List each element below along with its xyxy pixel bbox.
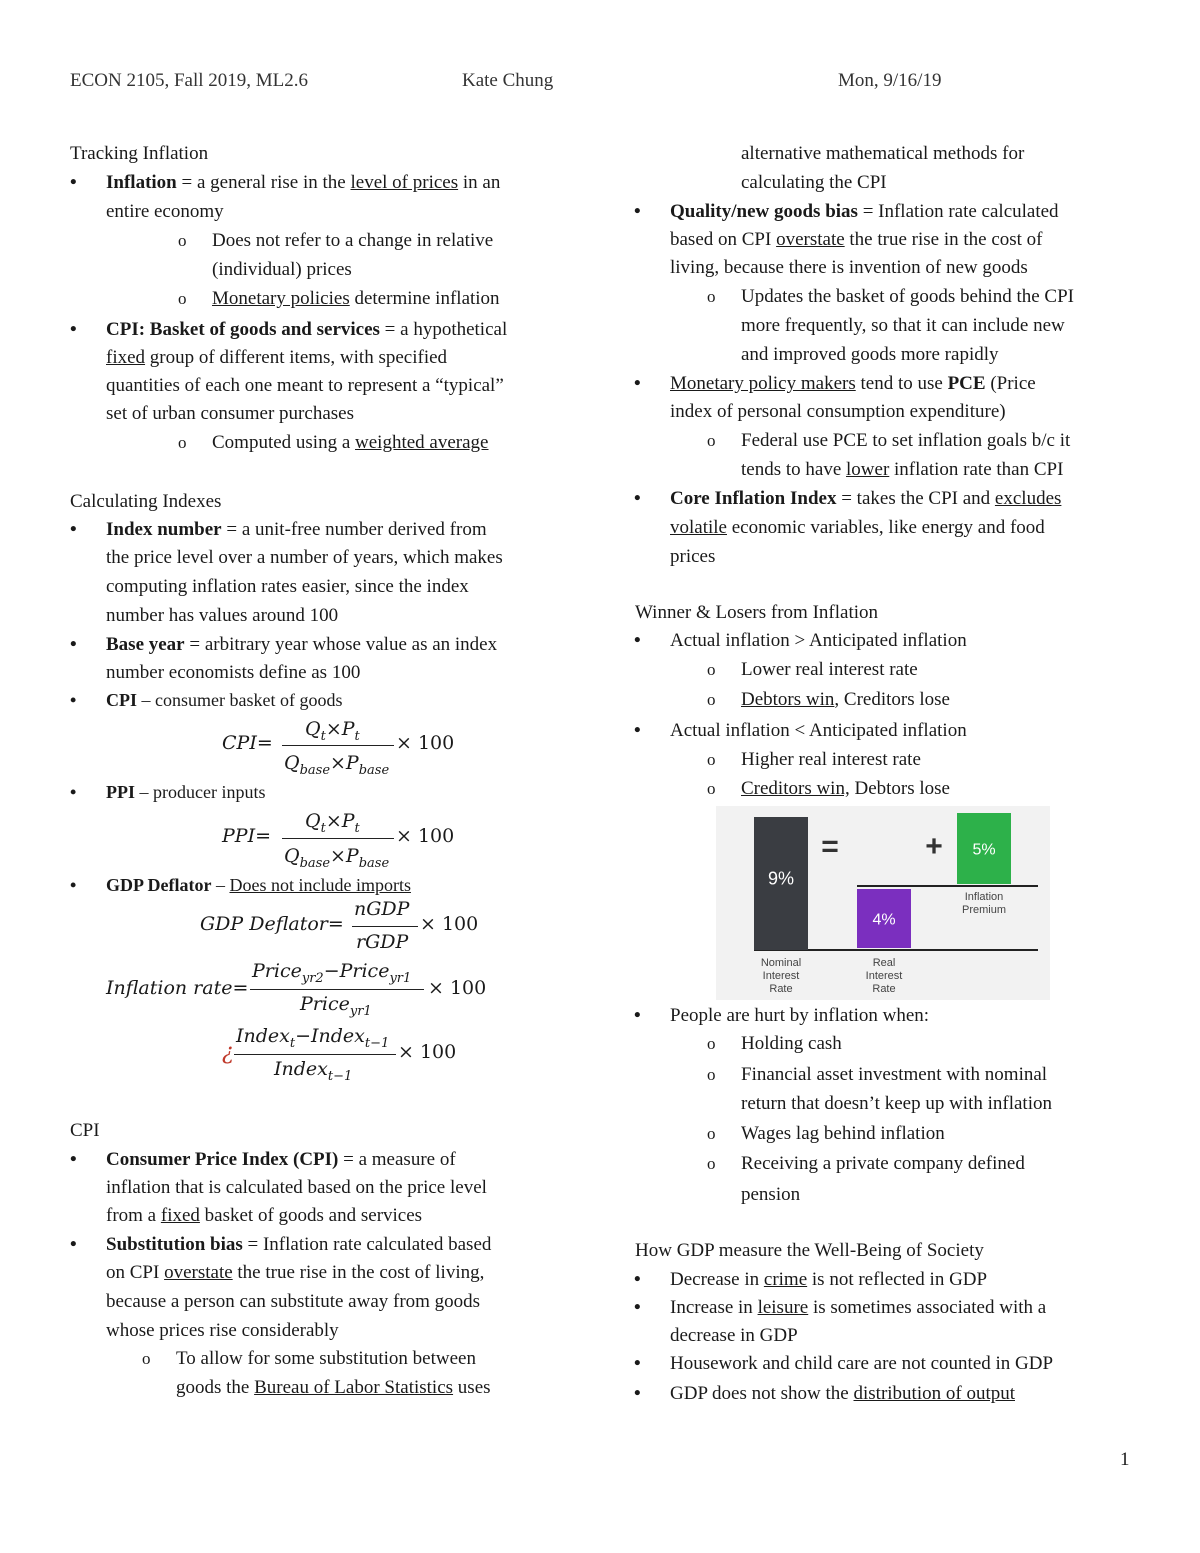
sub-item: o Monetary policies determine inflation: [212, 285, 500, 313]
list-item-cont: number has values around 100: [106, 605, 339, 626]
interest-rate-chart: [716, 806, 1050, 1000]
equals-sign: =: [821, 830, 839, 863]
list-item-cont: whose prices rise considerably: [106, 1320, 339, 1341]
list-item: • Increase in leisure is sometimes associated with a: [670, 1294, 1046, 1322]
sub-item-cont: (individual) prices: [212, 259, 352, 280]
header-date: Mon, 9/16/19: [838, 70, 942, 91]
list-item-cont: living, because there is invention of new goods: [670, 257, 1028, 278]
list-item-cont: decrease in GDP: [670, 1325, 798, 1346]
sub-item: o Debtors win, Creditors lose: [741, 686, 950, 714]
list-item: • Monetary policy makers tend to use PCE (Price: [670, 370, 1036, 398]
category-label: Inflation: [964, 891, 1004, 903]
list-item: • Decrease in crime is not reflected in GDP: [670, 1266, 987, 1294]
list-item: • People are hurt by inflation when:: [670, 1002, 929, 1030]
sub-item-cont: tends to have lower inflation rate than CPI: [741, 459, 1064, 480]
category-label: Premium: [961, 904, 1007, 916]
sub-item: o Holding cash: [741, 1030, 842, 1058]
section-calculating-indexes: Calculating Indexes: [70, 491, 222, 512]
category-label: Interest: [762, 970, 800, 982]
sub-item: o Wages lag behind inflation: [741, 1120, 945, 1148]
sub-item: o Receiving a private company defined: [741, 1150, 1025, 1178]
list-item: • Quality/new goods bias = Inflation rate calculated: [670, 198, 1059, 226]
list-item: • Substitution bias = Inflation rate calculated based: [106, 1231, 491, 1259]
list-item-cont: quantities of each one meant to represent a “typical”: [106, 375, 504, 396]
category-label: Real: [872, 957, 896, 969]
header-course: ECON 2105, Fall 2019, ML2.6: [70, 70, 309, 91]
list-item-cont: from a fixed basket of goods and services: [106, 1205, 423, 1226]
sub-item-cont: alternative mathematical methods for: [741, 143, 1025, 164]
list-item: • CPI – consumer basket of goods: [106, 686, 342, 714]
list-item: • GDP does not show the distribution of output: [670, 1380, 1015, 1408]
list-item: • Core Inflation Index = takes the CPI and excludes: [670, 485, 1061, 513]
sub-item: o Does not refer to a change in relative: [212, 227, 493, 255]
list-item: • GDP Deflator – Does not include imports: [106, 871, 411, 899]
list-item-cont: on CPI overstate the true rise in the cost of living,: [106, 1262, 485, 1283]
sub-item: o Financial asset investment with nominal: [741, 1061, 1047, 1089]
list-item-cont: set of urban consumer purchases: [106, 403, 354, 424]
sub-item-cont: calculating the CPI: [741, 172, 887, 193]
list-item-cont: because a person can substitute away from goods: [106, 1291, 481, 1312]
list-item: • Actual inflation > Anticipated inflation: [670, 627, 967, 655]
list-item: • Housework and child care are not counted in GDP: [670, 1350, 1053, 1378]
list-item-cont: computing inflation rates easier, since the index: [106, 576, 469, 597]
list-item: • Inflation = a general rise in the level of prices in an: [106, 169, 500, 197]
plus-sign: +: [925, 830, 943, 863]
list-item: • Base year = arbitrary year whose value as an index: [106, 631, 497, 659]
list-item: • Actual inflation < Anticipated inflation: [670, 717, 967, 745]
section-winners-losers: Winner & Losers from Inflation: [635, 602, 879, 623]
sub-item-cont: return that doesn’t keep up with inflation: [741, 1093, 1052, 1114]
bar-label-inflation-premium: 5%: [972, 841, 996, 859]
sub-item: o Federal use PCE to set inflation goals b/c it: [741, 427, 1070, 455]
sub-item: o To allow for some substitution between: [176, 1345, 476, 1373]
sub-item-cont: and improved goods more rapidly: [741, 344, 999, 365]
list-item-cont: entire economy: [106, 201, 224, 222]
list-item: • Index number = a unit-free number derived from: [106, 516, 487, 544]
section-cpi: CPI: [70, 1120, 100, 1141]
sub-item-cont: pension: [741, 1184, 801, 1205]
list-item-cont: number economists define as 100: [106, 662, 361, 683]
page-number: 1: [1120, 1449, 1130, 1470]
category-label: Rate: [872, 983, 896, 995]
category-label: Rate: [769, 983, 793, 995]
bar-label-nominal: 9%: [767, 868, 795, 889]
section-gdp-wellbeing: How GDP measure the Well-Being of Society: [635, 1240, 984, 1261]
sub-item: o Higher real interest rate: [741, 746, 921, 774]
sub-item-cont: more frequently, so that it can include new: [741, 315, 1065, 336]
list-item-cont: fixed group of different items, with specified: [106, 347, 448, 368]
bar-label-real: 4%: [872, 911, 896, 929]
section-tracking-inflation: Tracking Inflation: [70, 143, 209, 164]
sub-item: o Lower real interest rate: [741, 656, 918, 684]
sub-item-cont: goods the Bureau of Labor Statistics uses: [176, 1377, 491, 1398]
sub-item: o Creditors win, Debtors lose: [741, 775, 950, 803]
list-item-cont: index of personal consumption expenditure): [670, 401, 1006, 422]
list-item: • PPI – producer inputs: [106, 778, 265, 806]
list-item: • Consumer Price Index (CPI) = a measure of: [106, 1146, 456, 1174]
sub-item: o Updates the basket of goods behind the CPI: [741, 283, 1074, 311]
list-item: • CPI: Basket of goods and services = a hypothetical: [106, 316, 507, 344]
sub-item: o Computed using a weighted average: [212, 429, 489, 457]
category-label: Interest: [865, 970, 903, 982]
header-author: Kate Chung: [462, 70, 554, 91]
list-item-cont: inflation that is calculated based on the price level: [106, 1177, 487, 1198]
list-item-cont: based on CPI overstate the true rise in the cost of: [670, 229, 1043, 250]
list-item-cont: volatile economic variables, like energy and food: [670, 517, 1045, 538]
list-item-cont: prices: [670, 546, 716, 567]
list-item-cont: the price level over a number of years, which makes: [106, 547, 503, 568]
category-label: Nominal: [760, 957, 802, 969]
